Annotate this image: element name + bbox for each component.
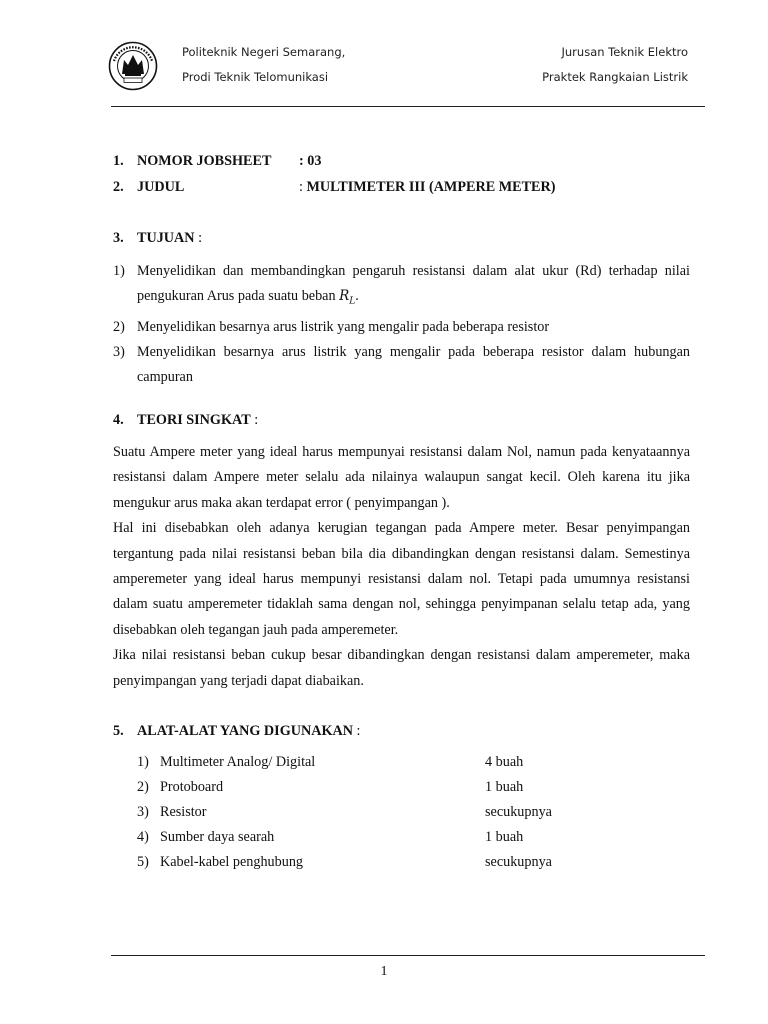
document-page: Politeknik Negeri Semarang, Prodi Teknik Telomunikasi Jurusan Teknik Elektro Praktek Rangkaian Listrik 1. NOMOR JOBSHEET : 03 2. JUDUL : MULTIMETER III (AMPERE METER) 3. TUJUAN : 1) Menyelidikan dan membandingkan pengaruh resistansi dalam alat ukur (Rd) terhadap nilai pengukuran Arus pada suatu beban $R_L$. 2) Menyelidikan besarnya arus listrik yang mengalir pada beberapa resistor 3) Menyelidikan besarnya arus listrik yang mengalir pada beberapa resistor dalam hubungan campuran 4. TEORI SINGKAT : Suatu Ampere meter yang ideal harus mempunyai resistansi dalam Nol, namun pada kenyataannya resistansi dalam Ampere meter selalu ada nilainya walaupun sangat kecil. Oleh karena itu jika mengukur arus maka akan terdapat error ( penyimpangan ). Hal ini disebabkan oleh adanya kerugian tegangan pada Ampere meter. Besar penyimpangan tergantung pada nilai resistansi beban bila dia dibandingkan dengan resistansi dalam. Semestinya amperemeter yang ideal harus mempunyi resistansi dalam nol. Tetapi pada umumnya resistansi dalam suatu amperemeter tidaklah sama dengan nol, sehingga penyimpanan selalu tetap ada, yang disebabkan oleh tegangan jauh pada amperemeter. Jika nilai resistansi beban cukup besar dibandingkan dengan resistansi dalam amperemeter, maka penyimpangan yang terjadi dapat diabaikan. 5. ALAT-ALAT YANG DIGUNAKAN : 1) Multimeter Analog/ Digital 4 buah 2) Protoboard 1 buah 3) Resistor secukupnya 4) Sumber daya searah 1 buah 5) Kabel-kabel penghubung secukupnya 1 xyxy=(0,0,768,1024)
teori-body xyxy=(113,440,690,694)
section-teori-heading: 4. TEORI SINGKAT : xyxy=(113,412,259,428)
paragraph: Hal ini disebabkan oleh adanya kerugian tegangan pada Ampere meter. Besar penyimpangan tergantung pada nilai resistansi beban bila dia dibandingkan dengan resistansi dalam. Semestinya amperemeter yang ideal harus mempunyi resistansi dalam nol. Tetapi pada umumnya resistansi dalam suatu amperemeter tidaklah sama dengan nol, sehingga penyimpanan selalu tetap ada, yang disebabkan oleh tegangan jauh pada amperemeter. xyxy=(113,520,690,638)
polines-seal-logo-icon xyxy=(108,41,158,91)
footer-divider xyxy=(111,955,705,956)
section-alat-heading: 5. ALAT-ALAT YANG DIGUNAKAN : xyxy=(113,723,361,739)
list-item: 3) Menyelidikan besarnya arus listrik yang mengalir pada beberapa resistor dalam hubungan campuran xyxy=(113,343,690,385)
study-program: Prodi Teknik Telomunikasi xyxy=(182,70,329,84)
equipment-name: Kabel-kabel penghubung xyxy=(160,854,304,870)
title-value: : MULTIMETER III (AMPERE METER) xyxy=(299,179,556,195)
equipment-name: Protoboard xyxy=(160,779,224,795)
paragraph: Suatu Ampere meter yang ideal harus mempunyai resistansi dalam Nol, namun pada kenyataannya resistansi dalam Ampere meter selalu ada nilainya walaupun sangat kecil. Oleh karena itu jika mengukur arus maka akan terdapat error ( penyimpangan ). xyxy=(113,444,690,511)
page-number: 1 xyxy=(380,964,388,979)
equipment-qty: 1 buah xyxy=(485,779,524,795)
section-label: TUJUAN xyxy=(137,230,195,246)
equipment-name: Multimeter Analog/ Digital xyxy=(160,754,316,770)
list-item: 2) Menyelidikan besarnya arus listrik yang mengalir pada beberapa resistor xyxy=(113,318,550,335)
list-item: 1) Menyelidikan dan membandingkan pengaruh resistansi dalam alat ukur (Rd) terhadap nilai pengukuran Arus pada suatu beban $R_L$. xyxy=(113,263,690,307)
equipment-name: Sumber daya searah xyxy=(160,829,275,845)
section-label: NOMOR JOBSHEET xyxy=(137,153,272,169)
section-number: 3. xyxy=(113,230,124,246)
equipment-name: Resistor xyxy=(160,804,207,820)
header-divider xyxy=(111,106,705,107)
section-judul xyxy=(113,179,556,196)
equipment-qty: secukupnya xyxy=(485,854,552,870)
section-nomor-jobsheet xyxy=(113,153,322,170)
jobsheet-number-value: : 03 xyxy=(299,153,322,169)
institution-name: Politeknik Negeri Semarang, xyxy=(182,45,346,59)
section-number: 4. xyxy=(113,412,124,428)
equipment-qty: secukupnya xyxy=(485,804,552,820)
section-number: 2. xyxy=(113,179,124,195)
section-label: TEORI SINGKAT xyxy=(137,412,251,428)
section-label: ALAT-ALAT YANG DIGUNAKAN xyxy=(137,723,353,739)
equipment-qty: 1 buah xyxy=(485,829,524,845)
department-name: Jurusan Teknik Elektro xyxy=(561,45,688,59)
paragraph: Jika nilai resistansi beban cukup besar dibandingkan dengan resistansi dalam amperemeter, maka penyimpangan yang terjadi dapat diabaikan. xyxy=(113,647,690,689)
tujuan-list xyxy=(113,259,690,390)
section-label: JUDUL xyxy=(137,179,185,195)
load-resistance-symbol: $R_L$ xyxy=(339,288,356,307)
course-name: Praktek Rangkaian Listrik xyxy=(542,70,688,84)
equipment-qty: 4 buah xyxy=(485,754,524,770)
section-number: 1. xyxy=(113,153,124,169)
section-tujuan-heading: 3. TUJUAN : xyxy=(113,230,203,246)
section-number: 5. xyxy=(113,723,124,739)
